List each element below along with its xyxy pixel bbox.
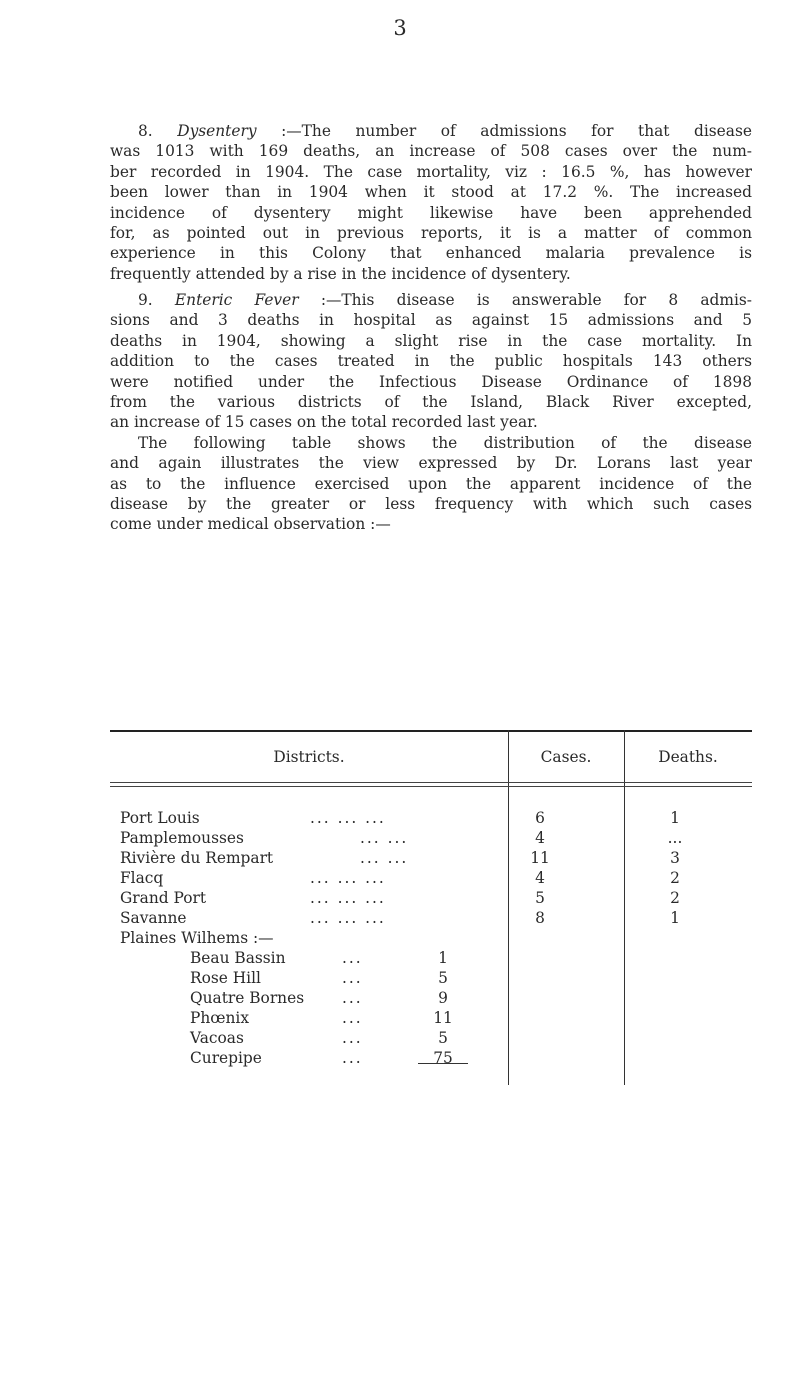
leader-dots: ... ... ... <box>310 889 386 907</box>
locality-name: Beau Bassin <box>190 949 286 967</box>
district-name: Rivière du Rempart <box>120 849 274 867</box>
para9-line: from the various districts of the Island, Black River excepted, <box>110 393 752 412</box>
leader-dots: ... ... <box>360 829 409 847</box>
table-subrow <box>110 969 752 989</box>
locality-value: 1 <box>438 949 448 967</box>
para8-title: Dysentery <box>177 122 257 140</box>
header-deaths: Deaths. <box>658 748 718 766</box>
table-row <box>110 849 752 869</box>
paragraph-dysentery <box>110 121 752 284</box>
table-row <box>110 929 752 949</box>
cases-value: 4 <box>535 869 545 887</box>
district-name: Plaines Wilhems :— <box>120 929 274 947</box>
deaths-value: 1 <box>670 909 680 927</box>
locality-name: Rose Hill <box>190 969 261 987</box>
para9-first-line <box>110 290 752 310</box>
district-name: Port Louis <box>120 809 200 827</box>
table-header-rule <box>110 782 752 783</box>
locality-name: Phœnix <box>190 1009 249 1027</box>
para8-label: 8. <box>138 122 153 140</box>
table-subrow <box>110 989 752 1009</box>
para9-line: The following table shows the distribution of the disease <box>138 433 752 452</box>
cases-value: 11 <box>530 849 550 867</box>
para9-title: Enteric Fever <box>174 291 299 309</box>
cases-value: 8 <box>535 909 545 927</box>
table-row <box>110 869 752 889</box>
header-districts: Districts. <box>273 748 345 766</box>
locality-value: 75 <box>433 1049 453 1067</box>
paragraph-enteric-fever <box>110 290 752 535</box>
table-subrow <box>110 1029 752 1049</box>
para8-line: been lower than in 1904 when it stood at 17.2 %. The increased <box>110 183 752 202</box>
table-row <box>110 809 752 829</box>
leader-dots: ... ... <box>360 849 409 867</box>
leader-dots: ... <box>342 1009 363 1027</box>
table-row <box>110 889 752 909</box>
leader-dots: ... ... ... <box>310 909 386 927</box>
para9-line: come under medical observation :— <box>110 515 391 534</box>
para9-label: 9. <box>138 291 153 309</box>
header-cases: Cases. <box>540 748 592 766</box>
para8-line: incidence of dysentery might likewise have been apprehended <box>110 203 752 222</box>
table-subrow <box>110 1009 752 1029</box>
leader-dots: ... ... ... <box>310 809 386 827</box>
locality-name: Curepipe <box>190 1049 262 1067</box>
deaths-value: ... <box>667 829 683 847</box>
para8-line: experience in this Colony that enhanced malaria prevalence is <box>110 244 752 263</box>
para9-line: an increase of 15 cases on the total recorded last year. <box>110 413 538 432</box>
para8-line: frequently attended by a rise in the incidence of dysentery. <box>110 264 571 283</box>
leader-dots: ... <box>342 949 363 967</box>
leader-dots: ... <box>342 1029 363 1047</box>
deaths-value: 2 <box>670 889 680 907</box>
page-number: 3 <box>393 16 407 40</box>
para9-line: were notified under the Infectious Disease Ordinance of 1898 <box>110 372 752 391</box>
para8-line: was 1013 with 169 deaths, an increase of 508 cases over the num- <box>110 142 752 161</box>
deaths-value: 1 <box>670 809 680 827</box>
deaths-value: 3 <box>670 849 680 867</box>
locality-value: 5 <box>438 1029 448 1047</box>
para9-line: :—This disease is answerable for 8 admis- <box>320 291 752 309</box>
district-name: Pamplemousses <box>120 829 244 847</box>
district-name: Savanne <box>120 909 187 927</box>
table-header-rule <box>110 786 752 787</box>
leader-dots: ... <box>342 969 363 987</box>
para9-line: and again illustrates the view expressed by Dr. Lorans last year <box>110 454 752 473</box>
cases-value: 4 <box>535 829 545 847</box>
para9-line: as to the influence exercised upon the apparent incidence of the <box>110 474 752 493</box>
deaths-value: 2 <box>670 869 680 887</box>
para9-line: deaths in 1904, showing a slight rise in the case mortality. In <box>110 331 752 350</box>
para8-line: ber recorded in 1904. The case mortality, viz : 16.5 %, has however <box>110 162 752 181</box>
district-name: Grand Port <box>120 889 207 907</box>
locality-value: 5 <box>438 969 448 987</box>
locality-name: Quatre Bornes <box>190 989 305 1007</box>
locality-value: 9 <box>438 989 448 1007</box>
enteric-distribution-table <box>110 730 752 1088</box>
para8-first-line <box>110 121 752 141</box>
para9-line: sions and 3 deaths in hospital as against 15 admissions and 5 <box>110 311 752 330</box>
subtotal-dash <box>418 1063 468 1064</box>
cases-value: 6 <box>535 809 545 827</box>
table-subrow <box>110 949 752 969</box>
leader-dots: ... ... ... <box>310 869 386 887</box>
district-name: Flacq <box>120 869 164 887</box>
para9-line: addition to the cases treated in the public hospitals 143 others <box>110 352 752 371</box>
table-top-rule <box>110 730 752 732</box>
cases-value: 5 <box>535 889 545 907</box>
table-row <box>110 909 752 929</box>
leader-dots: ... <box>342 989 363 1007</box>
para8-line: for, as pointed out in previous reports, it is a matter of common <box>110 224 752 243</box>
locality-name: Vacoas <box>190 1029 244 1047</box>
table-row-subtotal <box>110 1065 752 1085</box>
leader-dots: ... <box>342 1049 363 1067</box>
table-row <box>110 829 752 849</box>
para9-line: disease by the greater or less frequency with which such cases <box>110 495 752 514</box>
locality-value: 11 <box>433 1009 453 1027</box>
para8-line: :—The number of admissions for that disease <box>281 122 752 140</box>
